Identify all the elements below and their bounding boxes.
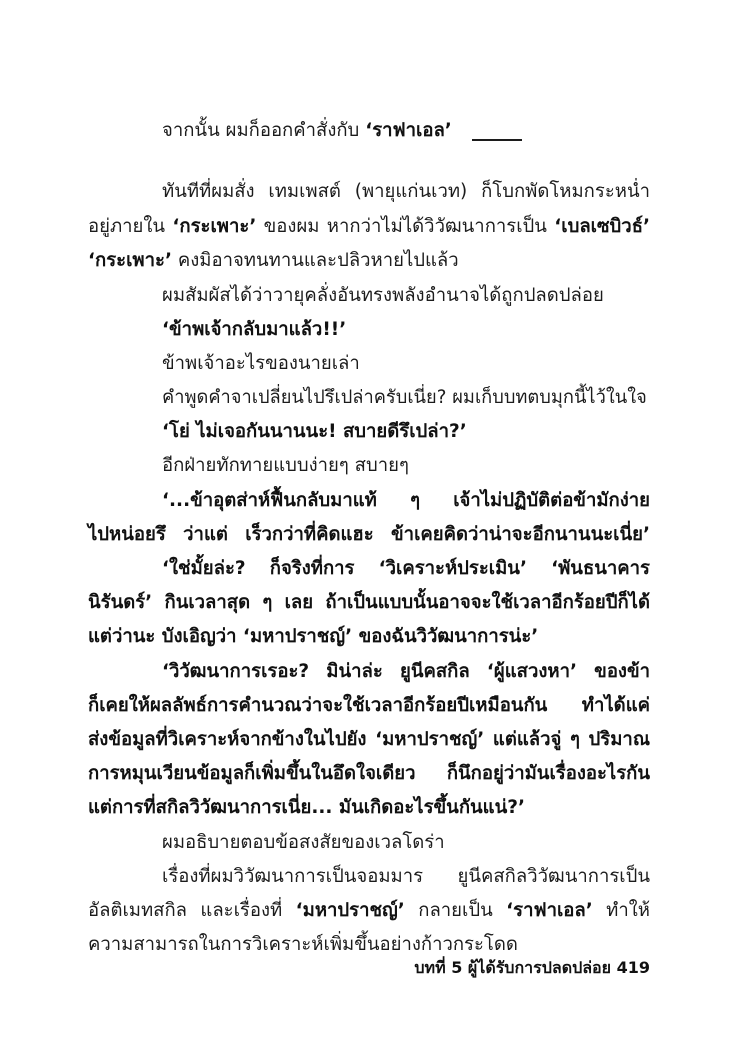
text-run: ไปหน่อยรึ ว่าแต่ เร็วกว่าที่คิดแฮะ ข้าเคยคิดว่าน่าจะอีกนานนะเนี่ย’ [88, 524, 650, 545]
dialogue-line [162, 419, 467, 445]
text-run: ก็เคยให้ผลลัพธ์การคำนวณว่าจะใช้เวลาอีกร้อยปีเหมือนกัน ทำได้แค่ [88, 695, 650, 716]
text-run: ความสามารถในการวิเคราะห์เพิ่มขึ้นอย่างก้าวกระโดด [88, 934, 518, 955]
dialogue-line [88, 693, 650, 719]
running-footer: บทที่ 5 ผู้ได้รับการปลดปล่อย 419 [414, 958, 650, 977]
text-run: ทำให้ [592, 900, 650, 921]
dialogue-line [88, 590, 650, 616]
term-emphasis: ‘กระเพาะ’ [172, 216, 257, 237]
dialogue-line [162, 317, 346, 343]
text-run: อัลติเมทสกิล และเรื่องที่ [88, 900, 296, 921]
text-run: นิรันดร์’ กินเวลาสุด ๆ เลย ถ้าเป็นแบบนั้นอาจจะใช้เวลาอีกร้อยปีก็ได้ [88, 592, 650, 613]
text-run: ‘โย่ ไม่เจอกันนานนะ! สบายดีรึเปล่า?’ [162, 421, 467, 442]
dialogue-line [162, 659, 650, 685]
dialogue-line [162, 556, 650, 582]
paragraph-line [88, 898, 650, 924]
text-run: ส่งข้อมูลที่วิเคราะห์จากข้างในไปยัง ‘มหาปราชญ์’ แต่แล้วจู่ ๆ ปริมาณ [88, 729, 650, 750]
text-run: แต่การที่สกิลวิวัฒนาการเนี่ย... มันเกิดอะไรขึ้นกันแน่?’ [88, 797, 526, 818]
paragraph-line [88, 248, 459, 274]
text-run: ข้าพเจ้าอะไรของนายเล่า [162, 353, 360, 374]
paragraph-line [162, 118, 452, 144]
text-run: ของผม หากว่าไม่ได้วิวัฒนาการเป็น [256, 216, 555, 237]
text-run: การหมุนเวียนข้อมูลก็เพิ่มขึ้นในอึดใจเดียว ก็นึกอยู่ว่ามันเรื่องอะไรกัน [88, 763, 650, 784]
text-run: ‘วิวัฒนาการเรอะ? มิน่าล่ะ ยูนีคสกิล ‘ผู้แสวงหา’ ของข้า [162, 661, 650, 682]
paragraph-line [162, 453, 409, 479]
paragraph-line [162, 351, 360, 377]
paragraph-line [162, 864, 650, 890]
text-run: คงมิอาจทนทานและปลิวหายไปแล้ว [171, 250, 459, 271]
term-emphasis: ‘กระเพาะ’ [88, 250, 172, 271]
text-run: แต่ว่านะ บังเอิญว่า ‘มหาปราชญ์’ ของฉันวิวัฒนาการน่ะ’ [88, 626, 539, 647]
text-run: ‘ข้าพเจ้ากลับมาแล้ว!!’ [162, 319, 347, 340]
paragraph-line [162, 830, 445, 856]
dialogue-line [88, 795, 525, 821]
text-run: ‘...ข้าอุตส่าห์ฟื้นกลับมาแท้ ๆ เจ้าไม่ปฏิบัติต่อข้ามักง่าย [162, 490, 650, 511]
paragraph-line [162, 385, 647, 411]
paragraph-line [162, 179, 650, 205]
dialogue-line [88, 761, 650, 787]
text-run: อีกฝ่ายทักทายแบบง่ายๆ สบายๆ [162, 455, 409, 476]
em-dash-rule [472, 139, 522, 141]
paragraph-line [88, 214, 650, 240]
text-run: กลายเป็น [404, 900, 507, 921]
name-emphasis: ‘ราฟาเอล’ [365, 120, 452, 141]
dialogue-line [88, 624, 538, 650]
text-run: ทันทีที่ผมสั่ง เทมเพสต์ (พายุแก่นเวท) ก็โบกพัดโหมกระหน่ำ [162, 181, 650, 202]
name-emphasis: ‘ราฟาเอล’ [506, 900, 593, 921]
dialogue-line [162, 488, 650, 514]
term-emphasis: ‘เบลเซบิวธ์’ [554, 216, 651, 237]
text-run: อยู่ภายใน [88, 216, 173, 237]
term-emphasis: ‘มหาปราชญ์’ [295, 900, 405, 921]
text-run: ผมอธิบายตอบข้อสงสัยของเวลโดร่า [162, 832, 445, 853]
dialogue-line [88, 522, 650, 548]
dialogue-line [88, 727, 650, 753]
text-run: เรื่องที่ผมวิวัฒนาการเป็นจอมมาร ยูนีคสกิลวิวัฒนาการเป็น [162, 866, 650, 887]
text-run: จากนั้น ผมก็ออกคำสั่งกับ [162, 120, 366, 141]
text-run: คำพูดคำจาเปลี่ยนไปรึเปล่าครับเนี่ย? ผมเก็บบทตบมุกนี้ไว้ในใจ [162, 387, 647, 408]
text-run: ‘ใช่มั้ยล่ะ? ก็จริงที่การ ‘วิเคราะห์ประเมิน’ ‘พันธนาคาร [162, 558, 650, 579]
text-run: ผมสัมผัสได้ว่าวายุคลั่งอันทรงพลังอำนาจได้ถูกปลดปล่อย [162, 285, 604, 306]
paragraph-line [162, 283, 604, 309]
